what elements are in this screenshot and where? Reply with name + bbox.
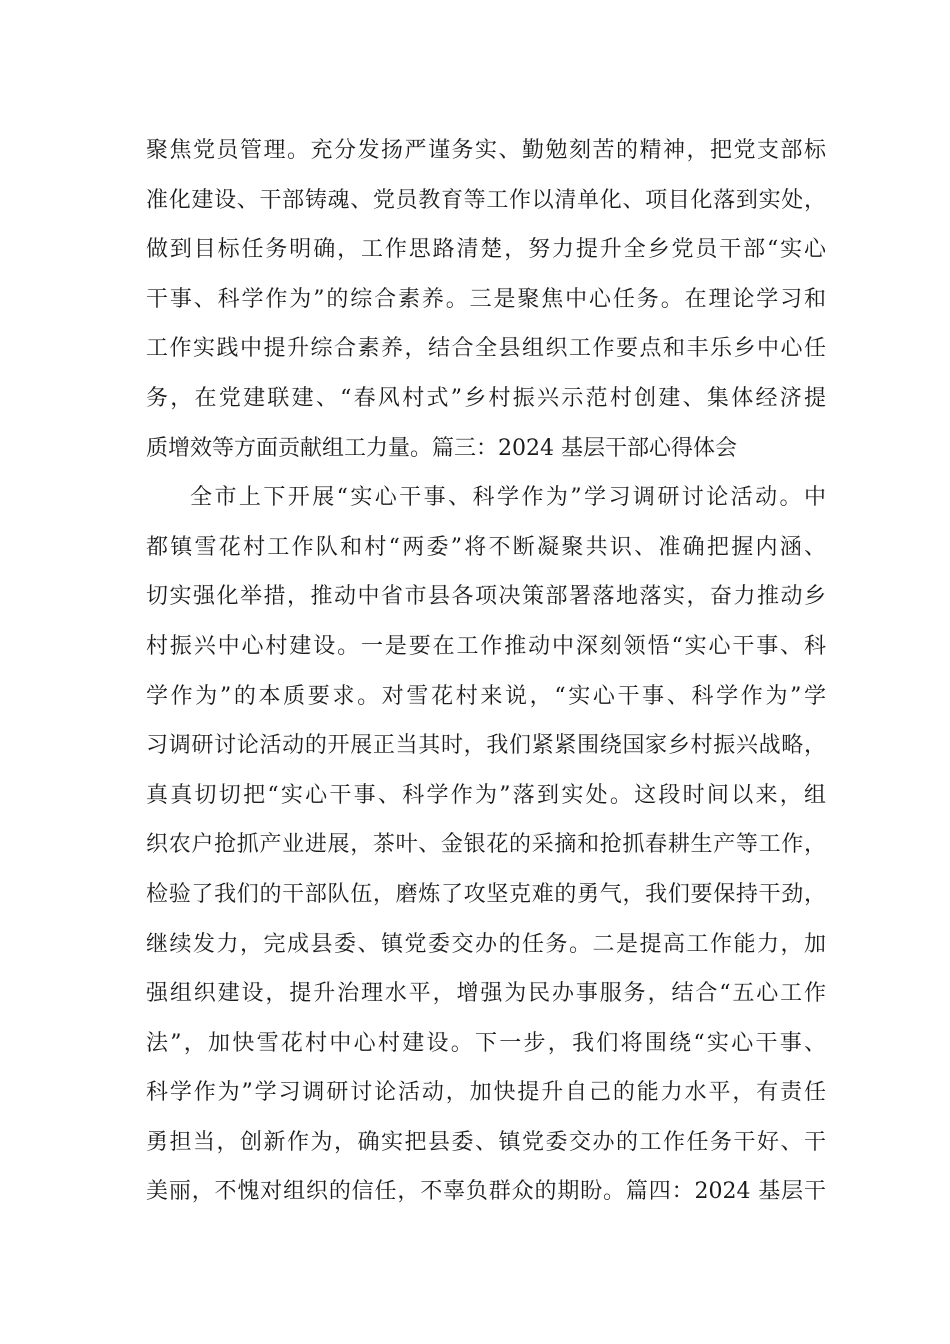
text-line: 都镇雪花村工作队和村“两委”将不断凝聚共识、准确把握内涵、 [146, 534, 826, 560]
text-line: 真真切切把“实心干事、科学作为”落到实处。这段时间以来，组 [146, 782, 826, 808]
text-line: 学作为”的本质要求。对雪花村来说，“实心干事、科学作为”学 [146, 683, 826, 709]
text-line: 准化建设、干部铸魂、党员教育等工作以清单化、项目化落到实处， [146, 187, 826, 213]
text-line: 科学作为”学习调研讨论活动，加快提升自己的能力水平，有责任 [146, 1080, 826, 1106]
text-line: 美丽，不愧对组织的信任，不辜负群众的期盼。篇四：2024 基层干 [146, 1179, 826, 1205]
text-line: 工作实践中提升综合素养，结合全县组织工作要点和丰乐乡中心任 [146, 336, 826, 362]
text-line: 织农户抢抓产业进展，茶叶、金银花的采摘和抢抓春耕生产等工作， [146, 832, 826, 858]
text-line: 村振兴中心村建设。一是要在工作推动中深刻领悟“实心干事、科 [146, 633, 826, 659]
text-line: 法”，加快雪花村中心村建设。下一步，我们将围绕“实心干事、 [146, 1030, 826, 1056]
text-line: 务，在党建联建、“春风村式”乡村振兴示范村创建、集体经济提 [146, 385, 826, 411]
text-line: 勇担当，创新作为，确实把县委、镇党委交办的工作任务干好、干 [146, 1129, 826, 1155]
text-line: 干事、科学作为”的综合素养。三是聚焦中心任务。在理论学习和 [146, 286, 826, 312]
text-line: 习调研讨论活动的开展正当其时，我们紧紧围绕国家乡村振兴战略， [146, 733, 826, 759]
text-line: 切实强化举措，推动中省市县各项决策部署落地落实，奋力推动乡 [146, 584, 826, 610]
paragraph-start-line: 全市上下开展“实心干事、科学作为”学习调研讨论活动。中 [190, 485, 826, 511]
text-line: 继续发力，完成县委、镇党委交办的任务。二是提高工作能力，加 [146, 931, 826, 957]
text-line: 强组织建设，提升治理水平，增强为民办事服务，结合“五心工作 [146, 981, 826, 1007]
document-body [146, 126, 826, 1217]
text-line: 聚焦党员管理。充分发扬严谨务实、勤勉刻苦的精神，把党支部标 [146, 138, 826, 163]
text-line: 检验了我们的干部队伍，磨炼了攻坚克难的勇气，我们要保持干劲， [146, 881, 826, 907]
text-line: 做到目标任务明确，工作思路清楚，努力提升全乡党员干部“实心 [146, 237, 826, 263]
text-line: 质增效等方面贡献组工力量。篇三：2024 基层干部心得体会 [146, 435, 737, 461]
